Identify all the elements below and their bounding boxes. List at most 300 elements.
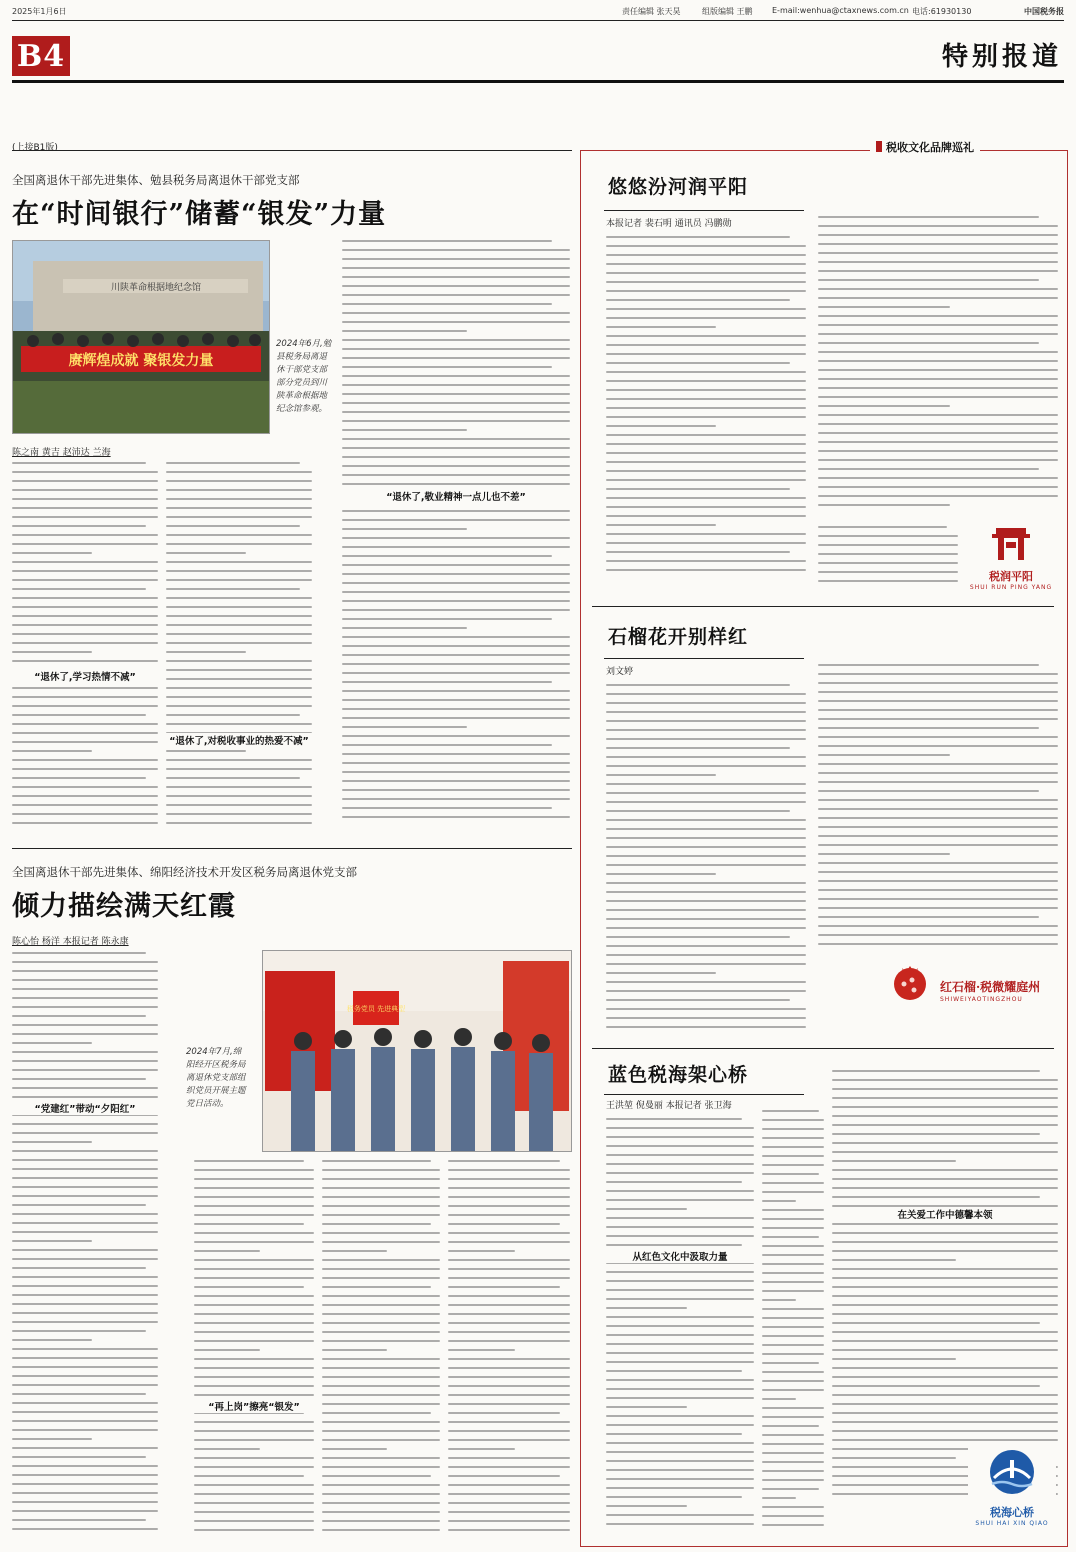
text-block: [342, 240, 570, 832]
text-line: [166, 615, 312, 617]
logo-text: 税海心桥: [990, 1506, 1034, 1519]
text-line: [606, 1325, 754, 1327]
text-line: [606, 569, 806, 571]
text-line: [818, 270, 1058, 272]
text-line: [448, 1259, 570, 1261]
text-line: [818, 682, 1058, 684]
text-line: [342, 564, 570, 566]
text-line: [194, 1385, 314, 1387]
text-line: [322, 1358, 440, 1360]
text-line: [12, 534, 158, 536]
text-line: [342, 339, 570, 341]
text-block: [12, 462, 158, 832]
paper-name: 中国税务报: [1024, 7, 1064, 16]
text-line: [166, 588, 300, 590]
text-line: [448, 1511, 570, 1513]
text-line: [194, 1367, 314, 1369]
text-line: [194, 1286, 304, 1288]
text-line: [762, 1389, 824, 1391]
text-line: [12, 1258, 158, 1260]
text-block: [818, 526, 958, 596]
text-line: [342, 555, 552, 557]
article1-title: 在“时间银行”储蓄“银发”力量: [12, 199, 387, 230]
text-line: [818, 423, 1058, 425]
text-line: [342, 258, 570, 260]
article1-col3: [342, 240, 570, 832]
right-divider-1: [592, 606, 1054, 607]
text-line: [342, 735, 570, 737]
text-line: [194, 1277, 314, 1279]
text-line: [448, 1223, 560, 1225]
text-line: [832, 1331, 1058, 1333]
text-line: [832, 1349, 1058, 1351]
text-line: [166, 471, 312, 473]
text-line: [194, 1484, 314, 1486]
text-line: [606, 909, 806, 911]
text-line: [606, 416, 806, 418]
text-line: [606, 837, 806, 839]
text-line: [762, 1461, 824, 1463]
text-line: [194, 1421, 314, 1423]
text-line: [12, 1384, 158, 1386]
text-line: [342, 699, 570, 701]
text-line: [606, 254, 806, 256]
text-line: [762, 1164, 824, 1166]
text-line: [166, 660, 312, 662]
text-line: [818, 261, 1058, 263]
text-line: [12, 597, 158, 599]
text-line: [342, 276, 570, 278]
panel-tag-label: 税收文化品牌巡礼: [886, 141, 974, 154]
text-line: [166, 507, 312, 509]
text-line: [832, 1322, 1040, 1324]
text-line: [342, 807, 552, 809]
issue-date: 2025年1月6日: [12, 7, 67, 16]
text-line: [322, 1394, 440, 1396]
text-line: [12, 1294, 158, 1296]
text-line: [12, 1483, 158, 1485]
text-line: [762, 1209, 824, 1211]
text-line: [12, 624, 158, 626]
text-line: [194, 1493, 314, 1495]
right-article3-title: 蓝色税海架心桥: [608, 1064, 749, 1086]
text-line: [448, 1349, 515, 1351]
article1-byline: 陈之南 黄吉 赵沛达 兰海: [12, 448, 111, 458]
text-line: [606, 1361, 754, 1363]
text-line: [818, 369, 1058, 371]
text-line: [194, 1394, 314, 1396]
text-line: [832, 1223, 1058, 1225]
text-line: [342, 672, 570, 674]
bridge-wave-icon: [968, 1444, 1056, 1500]
text-line: [832, 1367, 1058, 1369]
right-article2-col1: [606, 684, 806, 1036]
text-line: [448, 1214, 570, 1216]
text-line: [342, 321, 570, 323]
text-line: [818, 279, 1039, 281]
text-block: [194, 1160, 314, 1542]
text-line: [194, 1529, 314, 1531]
text-line: [606, 1280, 754, 1282]
header-rule: [12, 20, 1064, 21]
text-line: [12, 1438, 92, 1440]
text-line: [322, 1214, 440, 1216]
text-line: [322, 1511, 440, 1513]
text-line: [166, 714, 300, 716]
text-line: [448, 1430, 570, 1432]
text-line: [832, 1196, 1040, 1198]
text-line: [342, 312, 570, 314]
text-line: [762, 1254, 824, 1256]
text-line: [194, 1250, 260, 1252]
text-line: [606, 1190, 754, 1192]
text-line: [342, 357, 570, 359]
text-line: [606, 1415, 754, 1417]
text-line: [606, 1460, 754, 1462]
text-line: [606, 434, 806, 436]
text-line: [606, 801, 806, 803]
text-line: [762, 1497, 796, 1499]
article2-col1: [12, 952, 158, 1542]
text-line: [194, 1178, 314, 1180]
text-line: [342, 591, 570, 593]
text-line: [818, 477, 1058, 479]
text-block: [606, 1118, 754, 1536]
article1-col2: [166, 462, 312, 832]
text-line: [448, 1232, 570, 1234]
text-line: [166, 777, 300, 779]
text-line: [818, 351, 1058, 353]
text-line: [606, 326, 716, 328]
text-line: [606, 380, 806, 382]
text-line: [166, 489, 312, 491]
text-line: [818, 763, 1058, 765]
text-line: [166, 525, 300, 527]
text-line: [606, 1505, 687, 1507]
text-line: [342, 429, 467, 431]
text-line: [606, 389, 806, 391]
text-line: [818, 544, 958, 546]
text-line: [322, 1196, 440, 1198]
text-line: [832, 1115, 1058, 1117]
text-line: [606, 1145, 754, 1147]
text-line: [448, 1376, 570, 1378]
text-line: [606, 882, 806, 884]
text-line: [342, 546, 570, 548]
text-line: [342, 384, 570, 386]
text-line: [818, 396, 1058, 398]
text-line: [12, 795, 158, 797]
text-line: [606, 1235, 754, 1237]
text-line: [818, 817, 1058, 819]
text-line: [818, 387, 1058, 389]
right-article2-title: 石榴花开别样红: [608, 626, 749, 648]
text-line: [342, 762, 570, 764]
text-line: [606, 362, 790, 364]
text-line: [762, 1155, 824, 1157]
text-line: [342, 411, 570, 413]
text-line: [818, 504, 950, 506]
text-line: [832, 1169, 1058, 1171]
article1-subheading-2: “退休了,对税收事业的热爱不减”: [166, 733, 312, 747]
text-line: [448, 1268, 570, 1270]
text-line: [762, 1425, 819, 1427]
text-line: [12, 615, 158, 617]
text-line: [166, 642, 312, 644]
text-line: [12, 633, 158, 635]
text-line: [12, 642, 158, 644]
text-line: [342, 645, 570, 647]
text-line: [166, 552, 246, 554]
text-line: [12, 1150, 158, 1152]
text-line: [342, 330, 467, 332]
article2-photo: [262, 950, 572, 1152]
text-line: [448, 1457, 570, 1459]
text-line: [762, 1506, 824, 1508]
text-line: [606, 765, 806, 767]
text-line: [12, 1177, 158, 1179]
text-line: [166, 570, 312, 572]
text-line: [12, 1096, 158, 1098]
text-line: [606, 317, 806, 319]
text-line: [818, 526, 947, 528]
text-line: [818, 333, 1058, 335]
text-line: [818, 718, 1058, 720]
text-line: [12, 1330, 146, 1332]
text-line: [448, 1313, 570, 1315]
text-line: [606, 1514, 754, 1516]
text-line: [12, 1060, 158, 1062]
right-article3-col1: [606, 1118, 754, 1536]
text-line: [606, 720, 806, 722]
text-line: [448, 1367, 570, 1369]
text-line: [448, 1394, 570, 1396]
text-line: [762, 1191, 824, 1193]
text-line: [12, 1123, 158, 1125]
text-line: [818, 700, 1058, 702]
text-line: [606, 936, 790, 938]
text-line: [322, 1160, 431, 1162]
text-line: [342, 420, 570, 422]
article2-col4: [448, 1160, 570, 1542]
text-line: [818, 486, 1058, 488]
text-line: [342, 627, 467, 629]
text-line: [194, 1430, 314, 1432]
text-line: [762, 1272, 824, 1274]
right-article3-col2: [762, 1110, 824, 1536]
text-line: [762, 1326, 824, 1328]
text-line: [606, 497, 806, 499]
text-line: [762, 1110, 819, 1112]
text-line: [606, 1469, 754, 1471]
text-line: [818, 853, 950, 855]
page-header: [12, 4, 1064, 18]
text-line: [606, 272, 806, 274]
text-line: [762, 1128, 824, 1130]
text-line: [606, 891, 806, 893]
text-line: [194, 1160, 304, 1162]
text-line: [166, 678, 312, 680]
text-line: [762, 1182, 824, 1184]
text-line: [448, 1412, 560, 1414]
text-line: [448, 1385, 570, 1387]
text-line: [832, 1151, 1058, 1153]
text-line: [832, 1187, 1058, 1189]
text-line: [12, 813, 158, 815]
text-line: [342, 240, 552, 242]
text-line: [342, 789, 570, 791]
text-line: [818, 835, 1058, 837]
text-line: [194, 1322, 314, 1324]
text-line: [818, 754, 950, 756]
text-line: [194, 1268, 314, 1270]
contact-email[interactable]: E-mail:wenhua@ctaxnews.com.cn: [772, 6, 909, 15]
text-line: [322, 1529, 440, 1531]
text-line: [818, 234, 1058, 236]
text-line: [606, 774, 716, 776]
gate-emblem-icon: [966, 524, 1056, 564]
text-line: [606, 1244, 742, 1246]
text-line: [832, 1412, 1058, 1414]
text-line: [342, 600, 570, 602]
text-line: [166, 669, 312, 671]
text-line: [832, 1358, 956, 1360]
text-line: [342, 771, 570, 773]
text-line: [818, 934, 1058, 936]
text-line: [762, 1317, 824, 1319]
text-line: [448, 1304, 570, 1306]
text-line: [322, 1466, 440, 1468]
text-line: [12, 471, 158, 473]
text-line: [832, 1304, 1058, 1306]
text-line: [606, 479, 806, 481]
text-line: [818, 378, 1058, 380]
text-line: [342, 285, 570, 287]
text-line: [166, 498, 312, 500]
text-line: [818, 360, 1058, 362]
text-line: [606, 335, 806, 337]
text-line: [194, 1169, 314, 1171]
text-line: [322, 1484, 440, 1486]
right-article1-byline: 本报记者 裴石明 通讯员 冯鹏勋: [606, 219, 732, 229]
text-line: [606, 729, 806, 731]
text-line: [762, 1335, 824, 1337]
text-line: [818, 943, 1058, 945]
text-line: [606, 918, 806, 920]
right-article2-col2: [818, 664, 1058, 954]
text-line: [342, 528, 467, 530]
text-line: [194, 1205, 314, 1207]
text-line: [606, 846, 806, 848]
text-line: [12, 1501, 158, 1503]
article2-subheading-1: “党建红”带动“夕阳红”: [12, 1101, 158, 1115]
text-line: [606, 792, 806, 794]
logo-subtext: SHIWEIYAOTINGZHOU: [940, 996, 1023, 1003]
text-line: [606, 1343, 754, 1345]
text-line: [818, 342, 1039, 344]
text-line: [12, 1168, 158, 1170]
text-line: [606, 371, 806, 373]
text-line: [818, 844, 1058, 846]
text-line: [342, 681, 552, 683]
text-line: [818, 450, 1058, 452]
text-line: [12, 1519, 146, 1521]
text-line: [12, 988, 158, 990]
text-line: [818, 673, 1058, 675]
text-line: [818, 772, 1058, 774]
text-line: [606, 1334, 754, 1336]
text-line: [818, 709, 1058, 711]
text-line: [606, 1352, 754, 1354]
text-line: [166, 624, 312, 626]
text-line: [12, 1456, 146, 1458]
text-line: [818, 898, 1058, 900]
text-line: [606, 927, 806, 929]
text-line: [832, 1133, 1040, 1135]
text-line: [12, 741, 158, 743]
text-line: [762, 1227, 824, 1229]
text-line: [12, 1132, 158, 1134]
text-line: [322, 1421, 440, 1423]
text-line: [166, 561, 312, 563]
text-line: [818, 495, 1058, 497]
text-line: [342, 267, 570, 269]
text-line: [12, 1420, 158, 1422]
text-line: [194, 1196, 314, 1198]
text-line: [762, 1362, 819, 1364]
text-line: [12, 696, 158, 698]
text-line: [448, 1295, 570, 1297]
text-line: [818, 691, 1058, 693]
text-line: [12, 1267, 146, 1269]
text-line: [762, 1119, 824, 1121]
text-line: [606, 560, 806, 562]
text-line: [606, 945, 806, 947]
text-line: [322, 1385, 440, 1387]
text-line: [12, 759, 158, 761]
right-article3-subheading-1: 从红色文化中汲取力量: [606, 1249, 754, 1263]
text-line: [194, 1232, 314, 1234]
text-line: [448, 1196, 570, 1198]
text-line: [342, 663, 570, 665]
text-line: [12, 1411, 158, 1413]
text-block: [606, 684, 806, 1036]
text-line: [342, 726, 467, 728]
text-line: [12, 1465, 158, 1467]
text-line: [832, 1106, 1058, 1108]
text-line: [322, 1376, 440, 1378]
text-line: [832, 1124, 1058, 1126]
text-line: [322, 1448, 387, 1450]
text-line: [606, 398, 806, 400]
logo-text: 红石榴·税微耀庭州: [940, 980, 1041, 994]
editor-credit: 责任编辑 张天昊: [622, 7, 681, 16]
text-line: [12, 732, 158, 734]
text-line: [342, 780, 570, 782]
right-article3-title-rule: [604, 1094, 804, 1095]
text-line: [166, 795, 312, 797]
text-line: [166, 759, 312, 761]
text-line: [194, 1241, 314, 1243]
text-line: [832, 1241, 1058, 1243]
text-line: [342, 366, 552, 368]
text-line: [606, 515, 806, 517]
text-line: [448, 1529, 570, 1531]
text-line: [762, 1263, 824, 1265]
text-line: [166, 633, 312, 635]
text-line: [762, 1173, 819, 1175]
text-line: [194, 1304, 314, 1306]
